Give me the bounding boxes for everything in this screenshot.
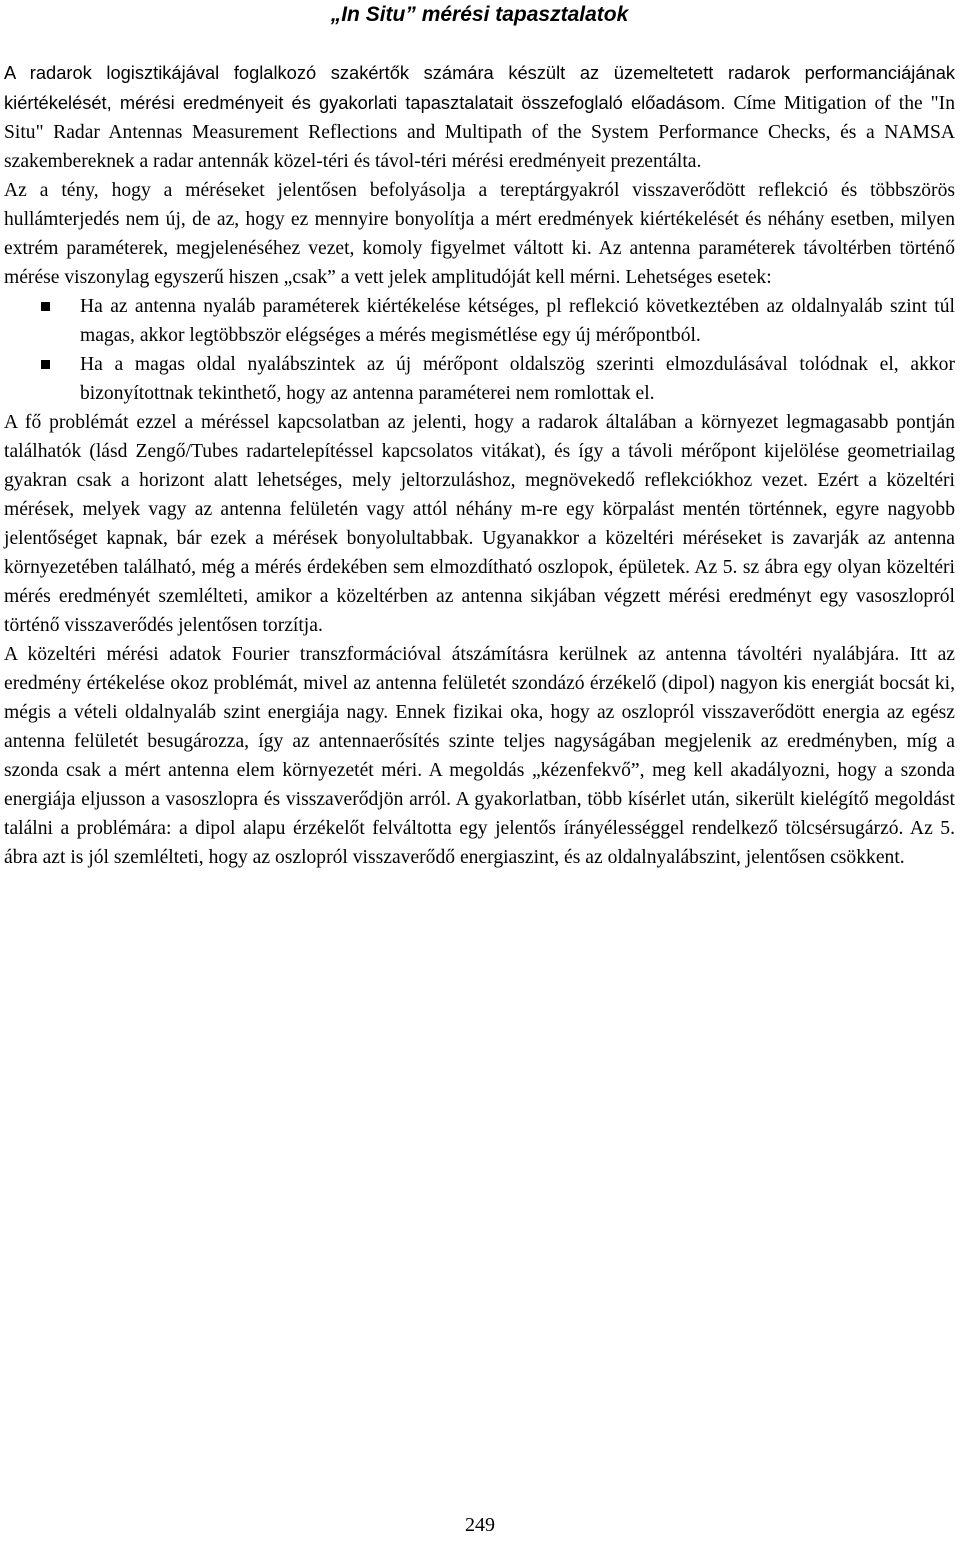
list-item-text: Ha az antenna nyaláb paraméterek kiértékelése kétséges, pl reflekció következtében az oldalnyaláb szint túl magas, akkor legtöbbször elégséges a mérés megismétlése egy új mérőpontból.: [80, 296, 955, 346]
document-page: [4, 0, 955, 872]
page-title: „In Situ” mérési tapasztalatok: [330, 3, 629, 26]
cases-list: [4, 292, 955, 408]
page-number: 249: [465, 1514, 495, 1536]
intro-sentence: A radarok logisztikájával foglalkozó szakértők számára készült az üzemeltetett radarok performanciájának kiértékelését, mérési eredményeit és gyakorlati tapasztalatait összefoglaló előadásom.: [4, 62, 955, 113]
intro-paragraph: [4, 58, 955, 176]
measurement-paragraph: Az a tény, hogy a méréseket jelentősen befolyásolja a tereptárgyakról visszaverődött reflekció és többszörös hullámterjedés nem új, de az, hogy ez mennyire bonyolítja a mért eredmények kiértékelését és néhány esetben, milyen extrém paraméterek, megjelenéséhez vezet, komoly figyelmet váltott ki. Az antenna paraméterek távoltérben történő mérése viszonylag egyszerű hiszen „csak” a vett jelek amplitudóját kell mérni. Lehetséges esetek:: [4, 180, 955, 288]
list-item-text: Ha a magas oldal nyalábszintek az új mérőpont oldalszög szerinti elmozdulásával tolódnak el, akkor bizonyítottnak tekinthető, hogy az antenna paraméterei nem romlottak el.: [80, 354, 955, 404]
problem-paragraph: A fő problémát ezzel a méréssel kapcsolatban az jelenti, hogy a radarok általában a környezet legmagasabb pontján találhatók (lásd Zengő/Tubes radartelepítéssel kapcsolatos vitákat), és így a távoli mérőpont kijelölése geometriailag gyakran csak a horizont alatt lehetséges, mely jeltorzuláshoz, megnövekedő reflekciókhoz vezet. Ezért a közeltéri mérések, melyek vagy az antenna felületén vagy attól néhány m-re egy körpalást mentén történnek, egyre nagyobb jelentőséget kapnak, bár ezek a mérések bonyolultabbak. Ugyanakkor a közeltéri méréseket is zavarják az antenna környezetében található, még a mérés érdekében sem elmozdítható oszlopok, épületek. Az 5. sz ábra egy olyan közeltéri mérés eredményét szemlélteti, amikor a közeltérben az antenna sikjában végzett mérési eredményt egy vasoszlopról történő visszaverődés jelentősen torzítja.: [4, 412, 955, 636]
list-item: [4, 292, 955, 350]
fourier-paragraph: A közeltéri mérési adatok Fourier transzformációval átszámításra kerülnek az antenna távoltéri nyalábjára. Itt az eredmény értékelése okoz problémát, mivel az antenna felületét szondázó érzékelő (dipol) nagyon kis energiát bocsát ki, mégis a vételi oldalnyaláb szint energiája nagy. Ennek fizikai oka, hogy az oszlopról visszaverődött energia az egész antenna felületét besugározza, így az antennaerősítés szinte teljes nagyságában megjelenik az eredményben, míg a szonda csak a mért antenna elem környezetét méri. A megoldás „kézenfekvő”, meg kell akadályozni, hogy a szonda energiája eljusson a vasoszlopra és visszaverődjön arról. A gyakorlatban, több kísérlet után, sikerült kielégítő megoldást találni a problémára: a dipol alapu érzékelőt felváltotta egy jelentős írányélességgel rendelkező tölcsérsugárzó. Az 5. ábra azt is jól szemlélteti, hogy az oszlopról visszaverődő energiaszint, és az oldalnyalábszint, jelentősen csökkent.: [4, 644, 955, 868]
square-bullet-icon: [41, 360, 50, 369]
square-bullet-icon: [41, 302, 50, 311]
list-item: [4, 350, 955, 408]
intro-title-sentence: Címe Mitigation of the "In Situ" Radar Antennas Measurement Reflections and Multipath of the System Performance Checks, és a NAMSA szakembereknek a radar antennák közel-téri és távol-téri mérési eredményeit prezentálta.: [4, 93, 955, 172]
